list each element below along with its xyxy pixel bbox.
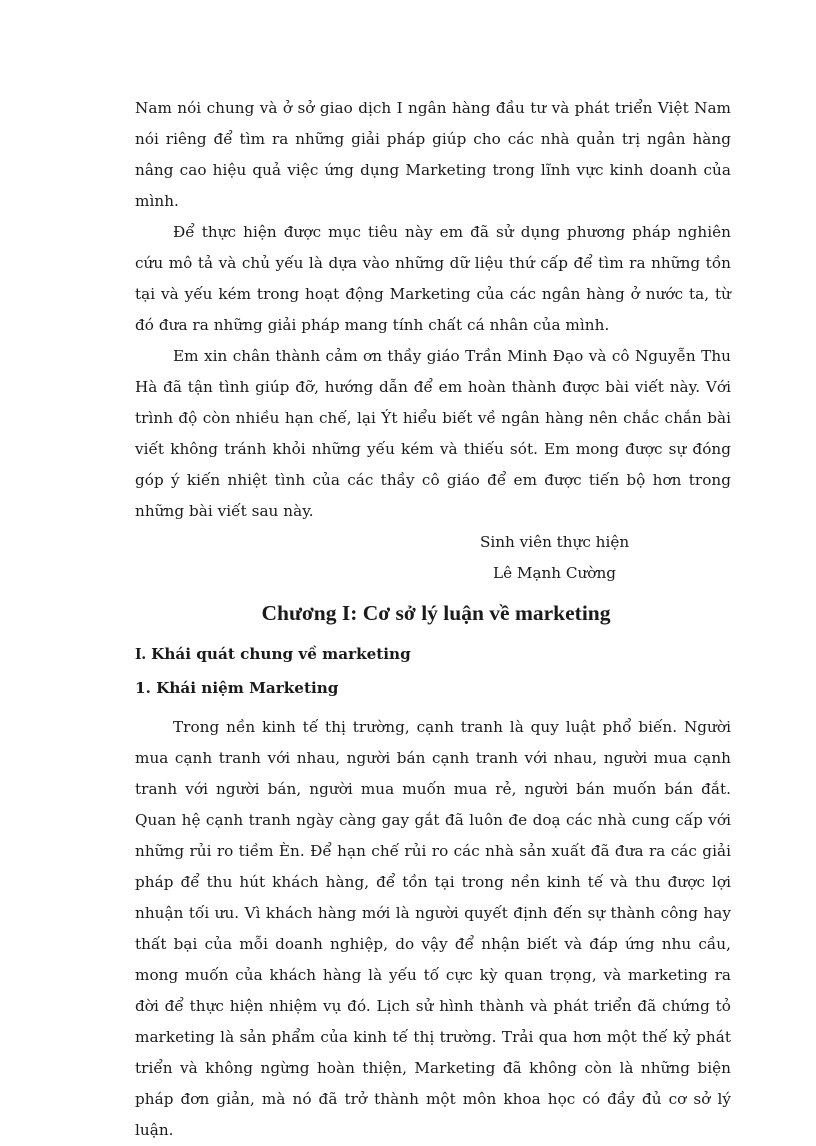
intro-paragraph-2: Để thực hiện được mục tiêu này em đã sử dụng phương pháp nghiên cứu mô tả và chủ yếu là dựa vào những dữ liệu thứ cấp để tìm ra những tồn tại và yếu kém trong hoạt động Marketing của các ngân hàng ở nước ta, từ đó đưa ra những giải pháp mang tính chất cá nhân của mình. xyxy=(135,223,731,334)
signature-name: Lê Mạnh Cường xyxy=(493,564,616,582)
chapter-title: Chương I: Cơ sở lý luận về marketing xyxy=(261,601,611,625)
signature-block xyxy=(135,527,731,589)
signature-role: Sinh viên thực hiện xyxy=(480,533,630,551)
section-title: Khái quát chung về marketing xyxy=(151,645,411,663)
intro-paragraph-1: Nam nói chung và ở sở giao dịch I ngân hàng đầu tư và phát triển Việt Nam nói riêng để tìm ra những giải pháp giúp cho các nhà quản trị ngân hàng nâng cao hiệu quả việc ứng dụng Marketing trong lĩnh vực kinh doanh của mình. xyxy=(135,99,731,210)
page-content xyxy=(135,93,731,1146)
section-heading xyxy=(135,637,731,671)
intro-paragraph-3: Em xin chân thành cảm ơn thầy giáo Trần Minh Đạo và cô Nguyễn Thu Hà đã tận tình giúp đỡ, hướng dẫn để em hoàn thành được bài viết này. Với trình độ còn nhiều hạn chế, lại Ýt hiểu biết về ngân hàng nên chắc chắn bài viết không tránh khỏi những yếu kém và thiếu sót. Em mong được sự đóng góp ý kiến nhiệt tình của các thầy cô giáo để em được tiến bộ hơn trong những bài viết sau này. xyxy=(135,347,731,520)
body-paragraph: Trong nền kinh tế thị trường, cạnh tranh là quy luật phổ biến. Người mua cạnh tranh với nhau, người bán cạnh tranh với nhau, người mua cạnh tranh với người bán, người mua muốn mua rẻ, người bán muốn bán đắt. Quan hệ cạnh tranh ngày càng gay gắt đã luôn đe doạ các nhà cung cấp với những rủi ro tiềm Èn. Để hạn chế rủi ro các nhà sản xuất đã đưa ra các giải pháp để thu hút khách hàng, để tồn tại trong nền kinh tế và thu được lợi nhuận tối ưu. Vì khách hàng mới là người quyết định đến sự thành công hay thất bại của mỗi doanh nghiệp, do vậy để nhận biết và đáp ứng nhu cầu, mong muốn của khách hàng là yếu tố cực kỳ quan trọng, và marketing ra đời để thực hiện nhiệm vụ đó. Lịch sử hình thành và phát triển đã chứng tỏ marketing là sản phẩm của kinh tế thị trường. Trải qua hơn một thế kỷ phát triển và không ngừng hoàn thiện, Marketing đã không còn là những biện pháp đơn giản, mà nó đã trở thành một môn khoa học có đầy đủ cơ sở lý luận. xyxy=(135,718,731,1139)
section-number: I. xyxy=(135,644,146,663)
subsection-heading: 1. Khái niệm Marketing xyxy=(135,679,339,697)
